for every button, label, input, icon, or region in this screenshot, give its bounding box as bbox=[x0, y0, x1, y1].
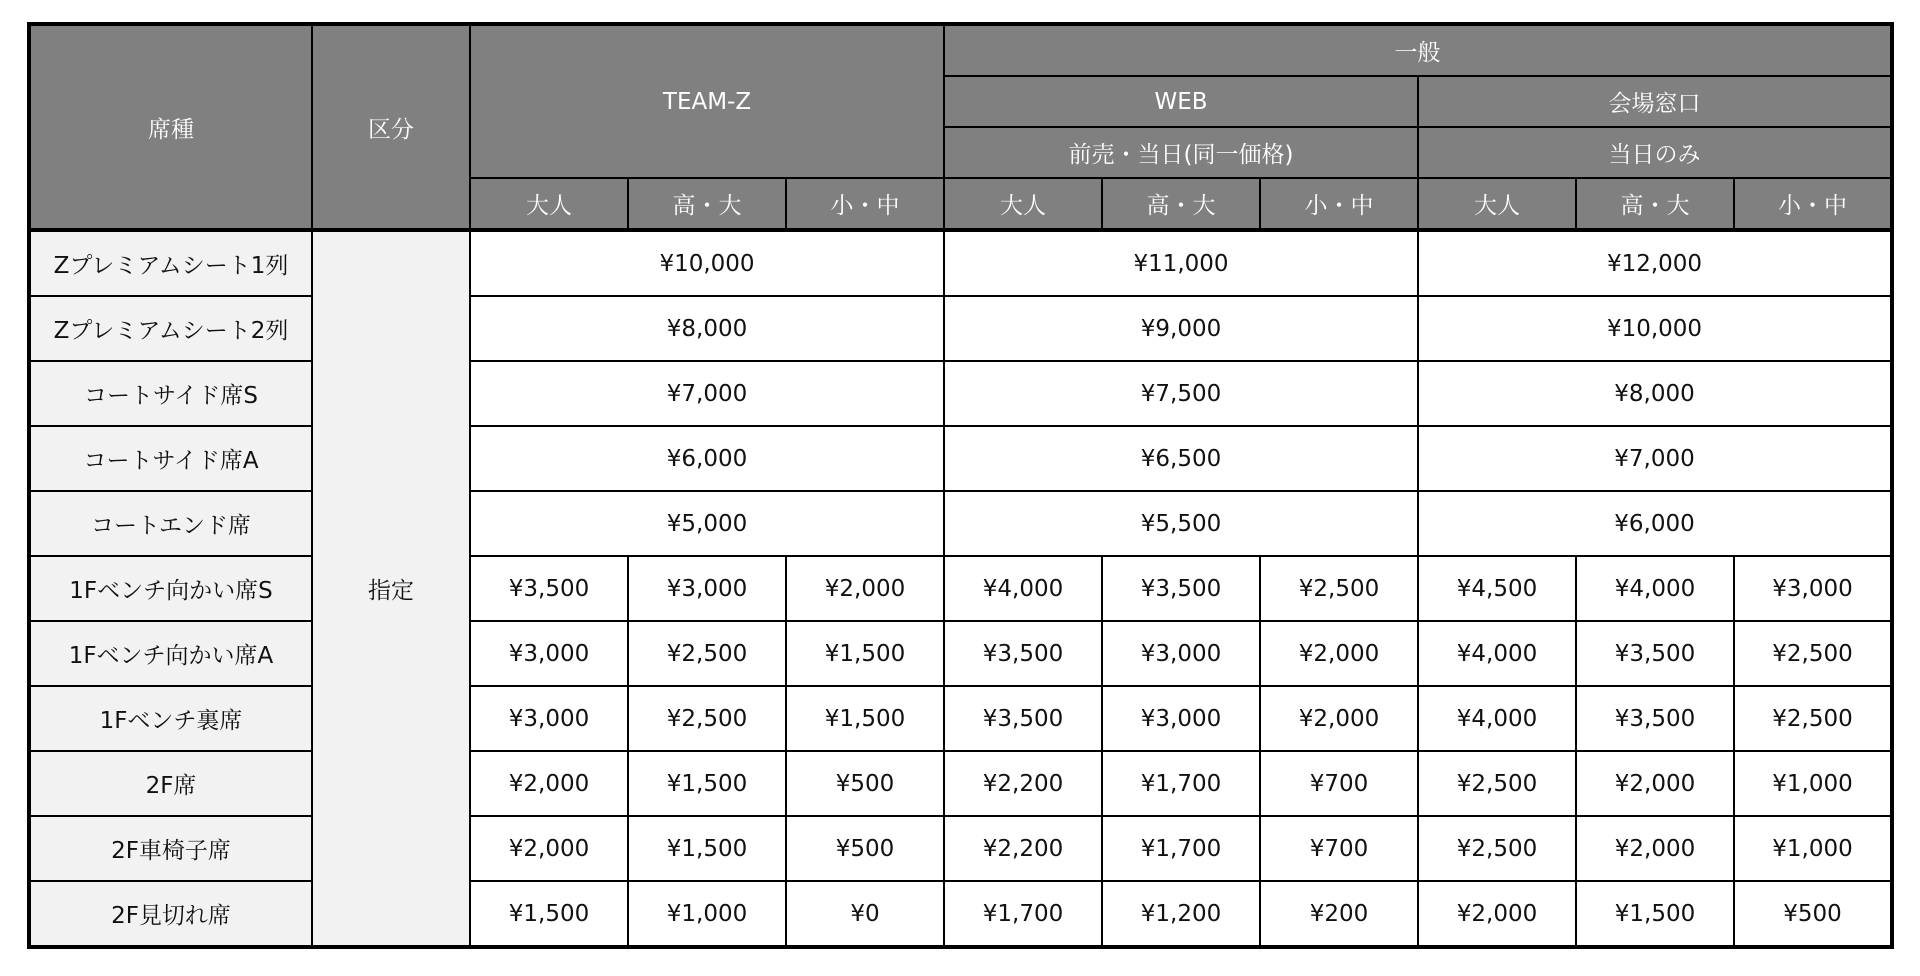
price-cell: ¥3,000 bbox=[1734, 556, 1892, 621]
price-cell: ¥0 bbox=[786, 881, 944, 947]
price-cell-venue: ¥12,000 bbox=[1418, 230, 1892, 296]
header-age-group: 高・大 bbox=[628, 178, 786, 230]
header-age-group: 小・中 bbox=[1260, 178, 1418, 230]
table-row bbox=[29, 686, 1892, 751]
category-cell: 指定 bbox=[312, 230, 470, 947]
table-row bbox=[29, 556, 1892, 621]
price-cell-venue: ¥7,000 bbox=[1418, 426, 1892, 491]
price-cell: ¥1,700 bbox=[944, 881, 1102, 947]
price-cell: ¥2,000 bbox=[470, 751, 628, 816]
price-cell: ¥700 bbox=[1260, 816, 1418, 881]
price-cell: ¥1,000 bbox=[1734, 751, 1892, 816]
price-cell-venue: ¥8,000 bbox=[1418, 361, 1892, 426]
table-row bbox=[29, 621, 1892, 686]
price-cell-team-z: ¥5,000 bbox=[470, 491, 944, 556]
price-table-container bbox=[27, 22, 1894, 949]
seat-type-cell: Zプレミアムシート2列 bbox=[29, 296, 312, 361]
seat-type-cell: コートエンド席 bbox=[29, 491, 312, 556]
header-age-group: 大人 bbox=[470, 178, 628, 230]
price-cell: ¥2,000 bbox=[1576, 816, 1734, 881]
price-cell: ¥4,500 bbox=[1418, 556, 1576, 621]
header-category: 区分 bbox=[312, 24, 470, 230]
price-cell: ¥3,500 bbox=[1576, 621, 1734, 686]
seat-type-cell: 2F席 bbox=[29, 751, 312, 816]
price-cell: ¥500 bbox=[786, 816, 944, 881]
header-web: WEB bbox=[944, 76, 1418, 127]
price-cell: ¥4,000 bbox=[1418, 621, 1576, 686]
price-cell-team-z: ¥6,000 bbox=[470, 426, 944, 491]
header-age-group: 高・大 bbox=[1102, 178, 1260, 230]
price-cell: ¥3,000 bbox=[1102, 686, 1260, 751]
header-age-group: 小・中 bbox=[786, 178, 944, 230]
ticket-price-table bbox=[27, 22, 1894, 949]
price-cell: ¥4,000 bbox=[944, 556, 1102, 621]
price-cell: ¥2,500 bbox=[1260, 556, 1418, 621]
header-venue-note: 当日のみ bbox=[1418, 127, 1892, 178]
seat-type-cell: 2F車椅子席 bbox=[29, 816, 312, 881]
header-age-group: 大人 bbox=[944, 178, 1102, 230]
seat-type-cell: Zプレミアムシート1列 bbox=[29, 230, 312, 296]
price-cell: ¥3,500 bbox=[944, 621, 1102, 686]
price-cell: ¥700 bbox=[1260, 751, 1418, 816]
price-cell: ¥500 bbox=[786, 751, 944, 816]
price-cell: ¥2,200 bbox=[944, 751, 1102, 816]
price-cell: ¥2,500 bbox=[628, 686, 786, 751]
price-cell: ¥2,500 bbox=[1418, 816, 1576, 881]
seat-type-cell: 1Fベンチ向かい席A bbox=[29, 621, 312, 686]
table-row bbox=[29, 816, 1892, 881]
price-cell: ¥3,000 bbox=[628, 556, 786, 621]
seat-type-cell: コートサイド席S bbox=[29, 361, 312, 426]
price-cell: ¥2,000 bbox=[1260, 621, 1418, 686]
header-row-1 bbox=[29, 24, 1892, 76]
price-cell-web: ¥7,500 bbox=[944, 361, 1418, 426]
price-cell: ¥4,000 bbox=[1576, 556, 1734, 621]
price-cell: ¥3,500 bbox=[1102, 556, 1260, 621]
price-cell: ¥2,000 bbox=[1418, 881, 1576, 947]
price-cell: ¥3,000 bbox=[1102, 621, 1260, 686]
header-team-z: TEAM-Z bbox=[470, 24, 944, 178]
price-cell: ¥1,700 bbox=[1102, 751, 1260, 816]
price-cell: ¥500 bbox=[1734, 881, 1892, 947]
header-venue: 会場窓口 bbox=[1418, 76, 1892, 127]
price-cell: ¥1,200 bbox=[1102, 881, 1260, 947]
price-cell: ¥3,000 bbox=[470, 621, 628, 686]
price-cell: ¥1,500 bbox=[628, 816, 786, 881]
table-row bbox=[29, 881, 1892, 947]
header-general: 一般 bbox=[944, 24, 1892, 76]
header-age-group: 高・大 bbox=[1576, 178, 1734, 230]
price-cell: ¥200 bbox=[1260, 881, 1418, 947]
table-row bbox=[29, 751, 1892, 816]
table-row bbox=[29, 230, 1892, 296]
price-cell-team-z: ¥10,000 bbox=[470, 230, 944, 296]
price-cell: ¥1,500 bbox=[628, 751, 786, 816]
price-cell-web: ¥5,500 bbox=[944, 491, 1418, 556]
price-cell-team-z: ¥8,000 bbox=[470, 296, 944, 361]
table-row bbox=[29, 426, 1892, 491]
price-cell-web: ¥11,000 bbox=[944, 230, 1418, 296]
price-cell: ¥2,000 bbox=[786, 556, 944, 621]
price-cell: ¥3,000 bbox=[470, 686, 628, 751]
table-row bbox=[29, 361, 1892, 426]
price-cell: ¥2,000 bbox=[470, 816, 628, 881]
seat-type-cell: コートサイド席A bbox=[29, 426, 312, 491]
price-cell: ¥1,000 bbox=[1734, 816, 1892, 881]
price-cell: ¥3,500 bbox=[470, 556, 628, 621]
price-cell-team-z: ¥7,000 bbox=[470, 361, 944, 426]
table-body bbox=[29, 24, 1892, 947]
header-seat-type: 席種 bbox=[29, 24, 312, 230]
price-cell: ¥1,000 bbox=[628, 881, 786, 947]
price-cell: ¥2,000 bbox=[1576, 751, 1734, 816]
header-age-group: 大人 bbox=[1418, 178, 1576, 230]
price-cell: ¥1,500 bbox=[470, 881, 628, 947]
seat-type-cell: 2F見切れ席 bbox=[29, 881, 312, 947]
price-cell: ¥2,500 bbox=[628, 621, 786, 686]
price-cell-venue: ¥6,000 bbox=[1418, 491, 1892, 556]
price-cell: ¥2,500 bbox=[1418, 751, 1576, 816]
price-cell: ¥2,000 bbox=[1260, 686, 1418, 751]
header-age-group: 小・中 bbox=[1734, 178, 1892, 230]
price-cell: ¥2,500 bbox=[1734, 686, 1892, 751]
price-cell: ¥4,000 bbox=[1418, 686, 1576, 751]
price-cell: ¥3,500 bbox=[944, 686, 1102, 751]
header-web-note: 前売・当日(同一価格) bbox=[944, 127, 1418, 178]
price-cell-web: ¥6,500 bbox=[944, 426, 1418, 491]
price-cell-web: ¥9,000 bbox=[944, 296, 1418, 361]
table-row bbox=[29, 296, 1892, 361]
seat-type-cell: 1Fベンチ向かい席S bbox=[29, 556, 312, 621]
price-cell-venue: ¥10,000 bbox=[1418, 296, 1892, 361]
price-cell: ¥1,500 bbox=[786, 621, 944, 686]
price-cell: ¥3,500 bbox=[1576, 686, 1734, 751]
table-row bbox=[29, 491, 1892, 556]
price-cell: ¥1,500 bbox=[786, 686, 944, 751]
price-cell: ¥2,500 bbox=[1734, 621, 1892, 686]
price-cell: ¥1,500 bbox=[1576, 881, 1734, 947]
price-cell: ¥1,700 bbox=[1102, 816, 1260, 881]
seat-type-cell: 1Fベンチ裏席 bbox=[29, 686, 312, 751]
price-cell: ¥2,200 bbox=[944, 816, 1102, 881]
